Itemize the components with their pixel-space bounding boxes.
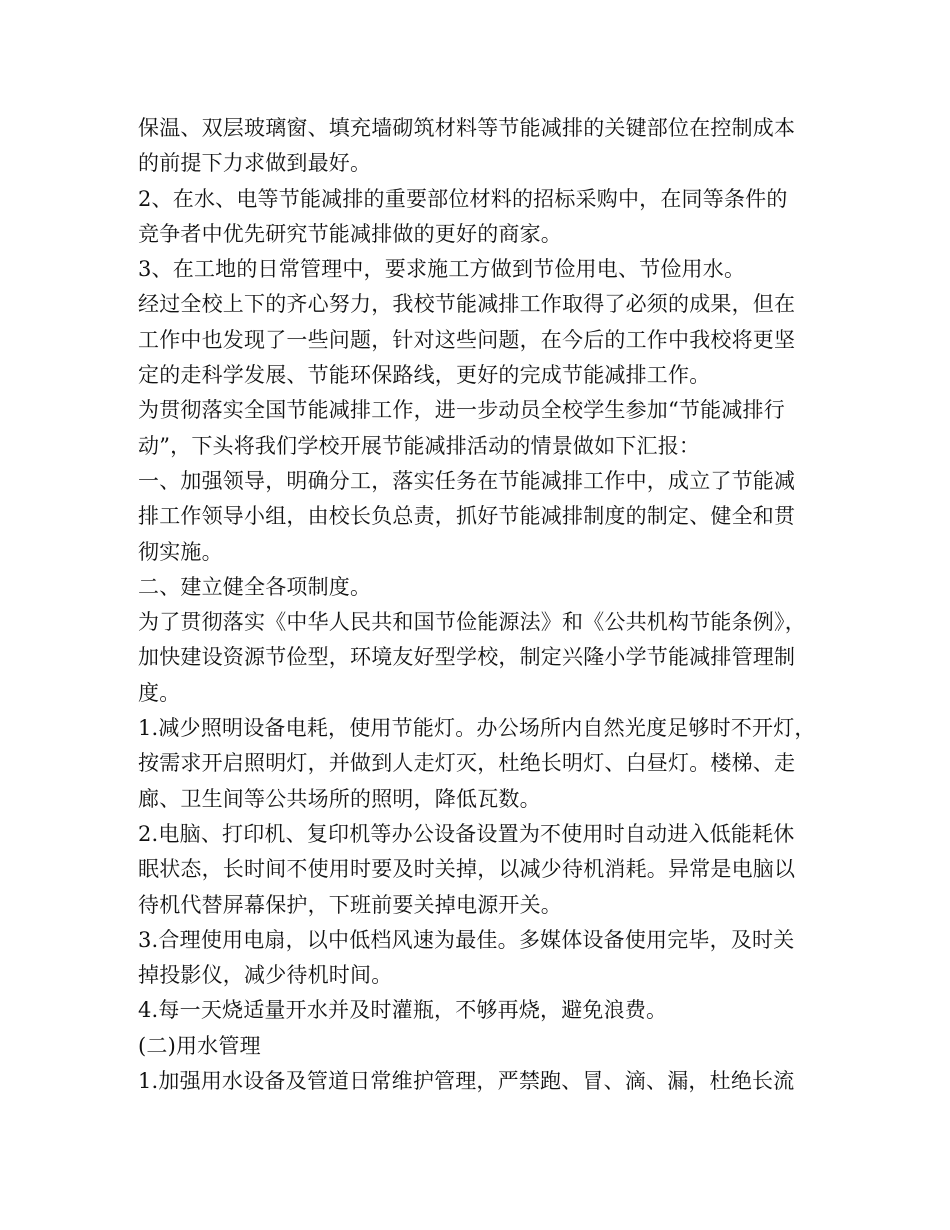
- text-line: 掉投影仪，减少待机时间。: [138, 963, 393, 988]
- text-line: 竞争者中优先研究节能减排做的更好的商家。: [138, 221, 562, 246]
- text-line: 为了贯彻落实《中华人民共和国节俭能源法》和《公共机构节能条例》，: [138, 610, 806, 635]
- list-item: 2.电脑、打印机、复印机等办公设备设置为不使用时自动进入低能耗休: [138, 821, 795, 846]
- section-heading: (二)用水管理: [138, 1033, 261, 1058]
- text-line: 定的走科学发展、节能环保路线，更好的完成节能减排工作。: [138, 363, 711, 388]
- text-line: 眠状态，长时间不使用时要及时关掉，以减少待机消耗。异常是电脑以: [138, 857, 796, 882]
- text-line: 廊、卫生间等公共场所的照明，降低瓦数。: [138, 786, 541, 811]
- text-line: 工作中也发现了一些问题，针对这些问题，在今后的工作中我校将更坚: [138, 327, 796, 352]
- text-line: 经过全校上下的齐心努力，我校节能减排工作取得了必须的成果，但在: [138, 292, 796, 317]
- text-line: 排工作领导小组，由校长负总责，抓好节能减排制度的制定、健全和贯: [138, 504, 796, 529]
- document-body: [138, 111, 818, 1099]
- list-item: 1.减少照明设备电耗，使用节能灯。办公场所内自然光度足够时不开灯，: [138, 716, 816, 741]
- text-line: 按需求开启照明灯，并做到人走灯灭，杜绝长明灯、白昼灯。楼梯、走: [138, 751, 796, 776]
- text-line: 彻实施。: [138, 539, 223, 564]
- text-line: 待机代替屏幕保护，下班前要关掉电源开关。: [138, 892, 562, 917]
- text-line: 3、在工地的日常管理中，要求施工方做到节俭用电、节俭用水。: [138, 257, 746, 282]
- text-line: 动”，下头将我们学校开展节能减排活动的情景做如下汇报：: [138, 433, 701, 458]
- list-item: 4.每一天烧适量开水并及时灌瓶，不够再烧，避免浪费。: [138, 998, 668, 1023]
- text-line: 加快建设资源节俭型，环境友好型学校，制定兴隆小学节能减排管理制: [138, 645, 796, 670]
- text-line: 2、在水、电等节能减排的重要部位材料的招标采购中，在同等条件的: [138, 186, 788, 211]
- list-item: 1.加强用水设备及管道日常维护管理，严禁跑、冒、滴、漏，杜绝长流: [138, 1069, 795, 1094]
- text-line: 一、加强领导，明确分工，落实任务在节能减排工作中，成立了节能减: [138, 468, 796, 493]
- text-line: 为贯彻落实全国节能减排工作，进一步动员全校学生参加“节能减排行: [138, 398, 785, 423]
- section-heading: 二、建立健全各项制度。: [138, 574, 372, 599]
- text-line: 的前提下力求做到最好。: [138, 151, 372, 176]
- text-line: 度。: [138, 680, 181, 705]
- text-line: 保温、双层玻璃窗、填充墙砌筑材料等节能减排的关键部位在控制成本: [138, 116, 796, 140]
- list-item: 3.合理使用电扇，以中低档风速为最佳。多媒体设备使用完毕，及时关: [138, 927, 795, 952]
